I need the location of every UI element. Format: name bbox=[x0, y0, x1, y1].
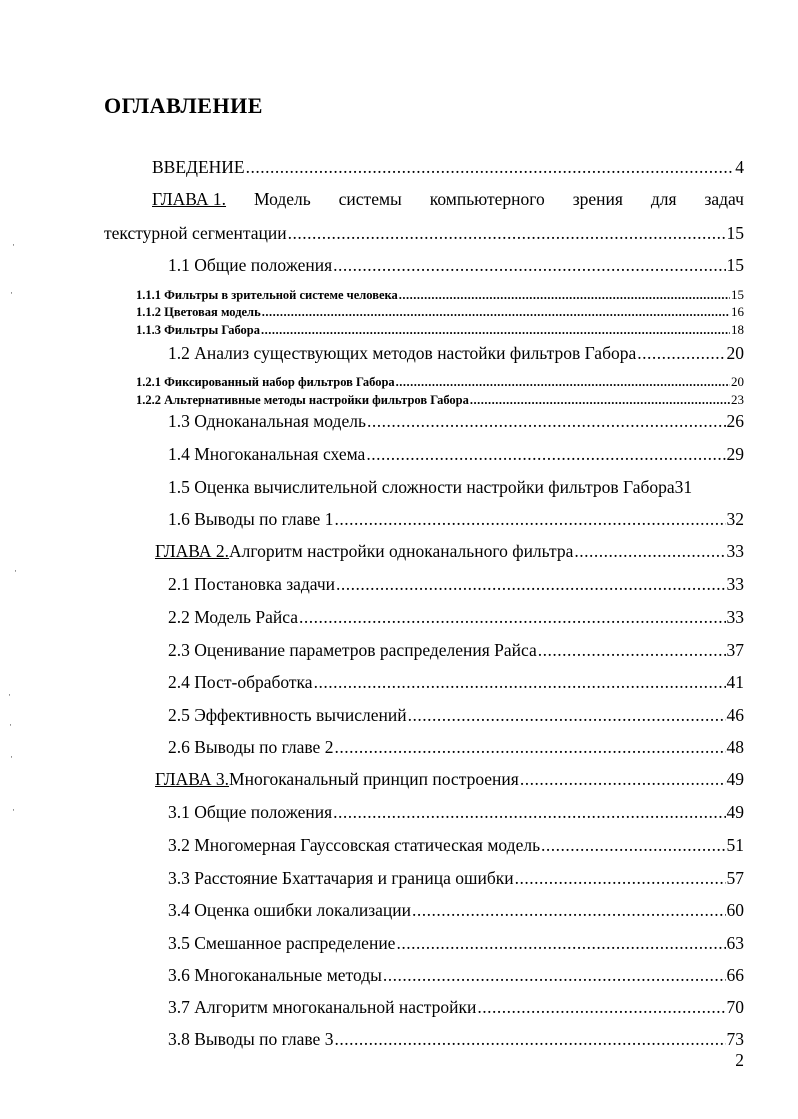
toc-entry-title: 1.1.2 Цветовая модель bbox=[136, 305, 261, 319]
toc-entry bbox=[168, 254, 744, 276]
toc-entry-title: 1.6 Выводы по главе 1 bbox=[168, 509, 334, 529]
toc-entry-page: 32 bbox=[726, 509, 744, 529]
toc-leader bbox=[515, 867, 726, 889]
toc-entry-title: 1.2 Анализ существующих методов настойки фильтров Габора bbox=[168, 343, 637, 363]
toc-entry-title: 2.2 Модель Райса bbox=[168, 607, 298, 627]
toc-entry-title: 2.3 Оценивание параметров распределения Райса bbox=[168, 640, 537, 660]
toc-entry-page: 63 bbox=[726, 933, 744, 953]
toc-entry-title: 2.1 Постановка задачи bbox=[168, 574, 336, 594]
toc-entry-title: 1.5 Оценка вычислительной сложности настройки фильтров Габора bbox=[168, 477, 675, 497]
toc-entry bbox=[168, 606, 744, 628]
chapter-word: системы bbox=[338, 189, 402, 209]
toc-entry-page: 49 bbox=[726, 769, 744, 789]
toc-leader bbox=[408, 704, 726, 726]
toc-leader bbox=[399, 287, 730, 303]
toc-entry bbox=[168, 704, 744, 726]
toc-entry-page: 37 bbox=[726, 640, 744, 660]
toc-entry-title: 1.1 Общие положения bbox=[168, 255, 333, 275]
toc-entry-page: 23 bbox=[731, 392, 744, 407]
toc-chapter3 bbox=[155, 768, 744, 790]
toc-entry bbox=[168, 342, 744, 364]
toc-entry-page: 73 bbox=[726, 1029, 744, 1049]
toc-entry-title: 2.6 Выводы по главе 2 bbox=[168, 737, 334, 757]
toc-leader bbox=[334, 508, 725, 530]
toc-entry-title: текстурной сегментации bbox=[104, 223, 287, 243]
toc-leader bbox=[333, 801, 725, 823]
toc-entry-page: 57 bbox=[726, 868, 744, 888]
toc-leader bbox=[334, 1028, 725, 1050]
chapter-word: задач bbox=[704, 189, 744, 209]
toc-entry-page: 60 bbox=[726, 900, 744, 920]
chapter-word: компьютерного bbox=[429, 189, 545, 209]
toc-entry-title: 3.6 Многоканальные методы bbox=[168, 965, 382, 985]
toc-entry-title: 3.5 Смешанное распределение bbox=[168, 933, 396, 953]
toc-entry-title: Алгоритм настройки одноканального фильтра bbox=[229, 541, 574, 561]
toc-leader bbox=[288, 222, 726, 244]
toc-entry-title: 2.5 Эффективность вычислений bbox=[168, 705, 407, 725]
toc-entry bbox=[168, 932, 744, 954]
toc-entry bbox=[136, 287, 744, 303]
scan-speck: · bbox=[10, 288, 13, 298]
toc-heading: ОГЛАВЛЕНИЕ bbox=[104, 93, 263, 118]
toc-entry-title: 3.2 Многомерная Гауссовская статическая модель bbox=[168, 835, 541, 855]
toc-entry-title: 3.7 Алгоритм многоканальной настройки bbox=[168, 997, 477, 1017]
toc-entry bbox=[168, 508, 744, 530]
toc-leader bbox=[261, 322, 730, 338]
toc-entry-title: 3.1 Общие положения bbox=[168, 802, 333, 822]
toc-entry bbox=[168, 573, 744, 595]
toc-entry-page: 33 bbox=[726, 541, 744, 561]
toc-leader bbox=[367, 410, 726, 432]
toc-entry-page: 46 bbox=[726, 705, 744, 725]
toc-entry bbox=[136, 392, 744, 408]
scan-speck: · bbox=[12, 240, 15, 250]
toc-entry bbox=[136, 374, 744, 390]
toc-leader bbox=[396, 932, 725, 954]
toc-entry bbox=[136, 304, 744, 320]
toc-leader bbox=[470, 392, 730, 408]
toc-entry-page: 15 bbox=[726, 255, 744, 275]
toc-leader bbox=[314, 671, 726, 693]
chapter-word: зрения bbox=[572, 189, 623, 209]
toc-entry bbox=[168, 801, 744, 823]
toc-leader bbox=[520, 768, 726, 790]
toc-entry bbox=[168, 899, 744, 921]
toc-entry-page: 49 bbox=[726, 802, 744, 822]
toc-entry-page: 33 bbox=[726, 607, 744, 627]
chapter-word: Модель bbox=[253, 189, 311, 209]
toc-entry bbox=[168, 1028, 744, 1050]
toc-leader bbox=[477, 996, 725, 1018]
toc-chapter2 bbox=[155, 540, 744, 562]
toc-leader bbox=[366, 443, 725, 465]
toc-leader bbox=[538, 639, 726, 661]
toc-leader bbox=[637, 342, 725, 364]
chapter-prefix: ГЛАВА 3. bbox=[155, 769, 230, 789]
toc-entry-page: 26 bbox=[726, 411, 744, 431]
scan-speck: · bbox=[8, 690, 11, 700]
toc-entry-page: 70 bbox=[726, 997, 744, 1017]
toc-entry-page: 29 bbox=[726, 444, 744, 464]
toc-entry bbox=[168, 996, 744, 1018]
toc-entry-page: 41 bbox=[726, 672, 744, 692]
toc-leader bbox=[246, 156, 735, 178]
scan-speck: · bbox=[12, 805, 15, 815]
toc-entry-title: 2.4 Пост-обработка bbox=[168, 672, 313, 692]
toc-entry-page: 18 bbox=[731, 322, 744, 337]
toc-leader bbox=[333, 254, 725, 276]
toc-entry-page: 20 bbox=[731, 374, 744, 389]
toc-entry-page: 4 bbox=[735, 157, 744, 177]
toc-leader bbox=[574, 540, 725, 562]
scan-speck: · bbox=[9, 720, 12, 730]
toc-entry-title: 1.2.1 Фиксированный набор фильтров Габора bbox=[136, 375, 395, 389]
toc-entry bbox=[168, 867, 744, 889]
toc-entry bbox=[168, 476, 744, 498]
toc-entry-page: 51 bbox=[726, 835, 744, 855]
scan-speck: · bbox=[14, 566, 17, 576]
toc-entry-page: 20 bbox=[726, 343, 744, 363]
toc-entry bbox=[168, 671, 744, 693]
toc-chapter1-line1 bbox=[152, 188, 744, 210]
toc-entry-page: 31 bbox=[674, 477, 693, 497]
page-number: 2 bbox=[735, 1050, 744, 1070]
scan-speck: · bbox=[10, 752, 13, 762]
toc-entry bbox=[168, 736, 744, 758]
toc-leader bbox=[299, 606, 726, 628]
toc-leader bbox=[334, 736, 725, 758]
toc-leader bbox=[541, 834, 725, 856]
toc-entry bbox=[168, 410, 744, 432]
toc-entry bbox=[136, 322, 744, 338]
toc-entry-page: 16 bbox=[731, 304, 744, 319]
toc-leader bbox=[262, 304, 730, 320]
toc-entry bbox=[168, 964, 744, 986]
chapter-word: для bbox=[650, 189, 677, 209]
chapter-prefix: ГЛАВА 1. bbox=[152, 189, 227, 209]
toc-leader bbox=[336, 573, 725, 595]
toc-entry-title: 1.1.3 Фильтры Габора bbox=[136, 323, 260, 337]
toc-entry-page: 33 bbox=[726, 574, 744, 594]
toc-entry bbox=[168, 443, 744, 465]
toc-entry-title: 3.3 Расстояние Бхаттачария и граница ошибки bbox=[168, 868, 514, 888]
toc-entry-page: 15 bbox=[726, 223, 744, 243]
toc-entry-title: 3.4 Оценка ошибки локализации bbox=[168, 900, 412, 920]
toc-entry-title: 1.4 Многоканальная схема bbox=[168, 444, 366, 464]
toc-entry bbox=[168, 834, 744, 856]
toc-entry-intro bbox=[152, 156, 744, 178]
toc-entry-page: 15 bbox=[731, 287, 744, 302]
chapter-prefix: ГЛАВА 2. bbox=[155, 541, 230, 561]
toc-entry-title: 1.3 Одноканальная модель bbox=[168, 411, 366, 431]
toc-entry-title: 3.8 Выводы по главе 3 bbox=[168, 1029, 334, 1049]
toc-leader bbox=[396, 374, 730, 390]
toc-entry-page: 66 bbox=[726, 965, 744, 985]
toc-entry-title: Многоканальный принцип построения bbox=[229, 769, 519, 789]
toc-chapter1-line2 bbox=[104, 222, 744, 244]
toc-entry-title: ВВЕДЕНИЕ bbox=[152, 157, 245, 177]
toc-entry bbox=[168, 639, 744, 661]
toc-entry-title: 1.1.1 Фильтры в зрительной системе человека bbox=[136, 288, 398, 302]
toc-entry-title: 1.2.2 Альтернативные методы настройки фильтров Габора bbox=[136, 393, 469, 407]
toc-leader bbox=[412, 899, 725, 921]
toc-entry-page: 48 bbox=[726, 737, 744, 757]
toc-leader bbox=[383, 964, 726, 986]
